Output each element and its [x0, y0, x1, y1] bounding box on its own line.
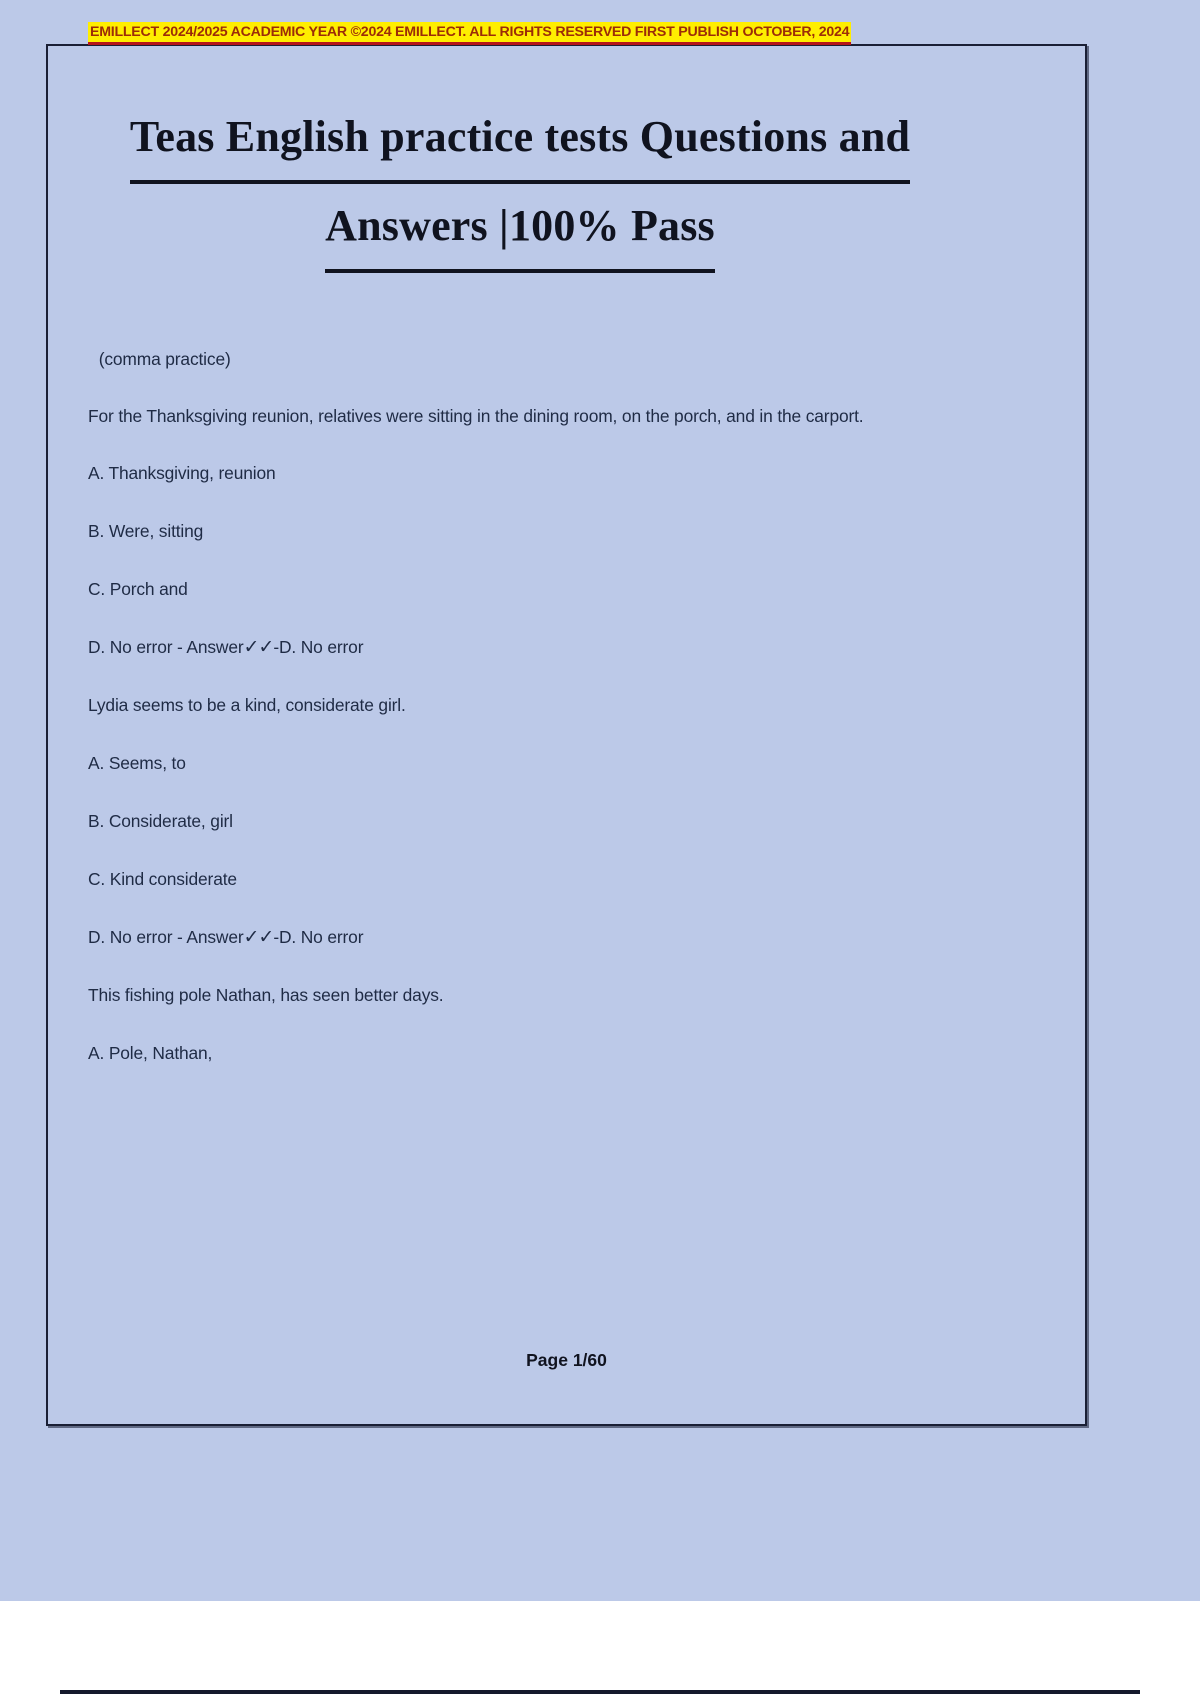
- question-1-option-b: B. Were, sitting: [88, 521, 204, 541]
- question-2-option-d-answer: [88, 908, 1008, 966]
- question-1-option-d-answer: [88, 618, 1008, 676]
- question-3-option-a: A. Pole, Nathan,: [88, 1043, 213, 1063]
- checkmark-icon: ✓✓: [243, 636, 274, 658]
- question-2-option-a: A. Seems, to: [88, 753, 186, 773]
- question-2-stem: Lydia seems to be a kind, considerate girl.: [88, 695, 406, 715]
- page-title-line-2-text: Answers |100% Pass: [325, 184, 715, 273]
- document-body: [88, 330, 1008, 1082]
- question-1-option-a: A. Thanksgiving, reunion: [88, 463, 276, 483]
- question-1-answer-prefix: D. No error - Answer: [88, 637, 244, 657]
- question-1-stem: For the Thanksgiving reunion, relatives were sitting in the dining room, on the porch, and in the carport.: [88, 406, 864, 426]
- question-2-option-c: C. Kind considerate: [88, 869, 237, 889]
- question-1-answer-suffix: -D. No error: [273, 637, 364, 657]
- question-3-stem: This fishing pole Nathan, has seen better days.: [88, 985, 444, 1005]
- question-2-answer-suffix: -D. No error: [273, 927, 364, 947]
- page-title-line-2: [50, 184, 990, 273]
- copyright-header: [88, 22, 988, 45]
- question-1-option-c: C. Porch and: [88, 579, 188, 599]
- copyright-header-text: EMILLECT 2024/2025 ACADEMIC YEAR ©2024 EMILLECT. ALL RIGHTS RESERVED FIRST PUBLISH OCTOBER, 2024: [88, 22, 851, 45]
- section-label-comma-practice: (comma practice): [94, 349, 231, 369]
- checkmark-icon: ✓✓: [243, 926, 274, 948]
- page-title-line-1-text: Teas English practice tests Questions and: [130, 95, 910, 184]
- question-2-answer-prefix: D. No error - Answer: [88, 927, 244, 947]
- page-number-footer: Page 1/60: [526, 1350, 607, 1370]
- next-page-top-rule: [60, 1690, 1140, 1694]
- page-title: [50, 95, 990, 273]
- page-title-line-1: [50, 95, 990, 184]
- question-2-option-b: B. Considerate, girl: [88, 811, 233, 831]
